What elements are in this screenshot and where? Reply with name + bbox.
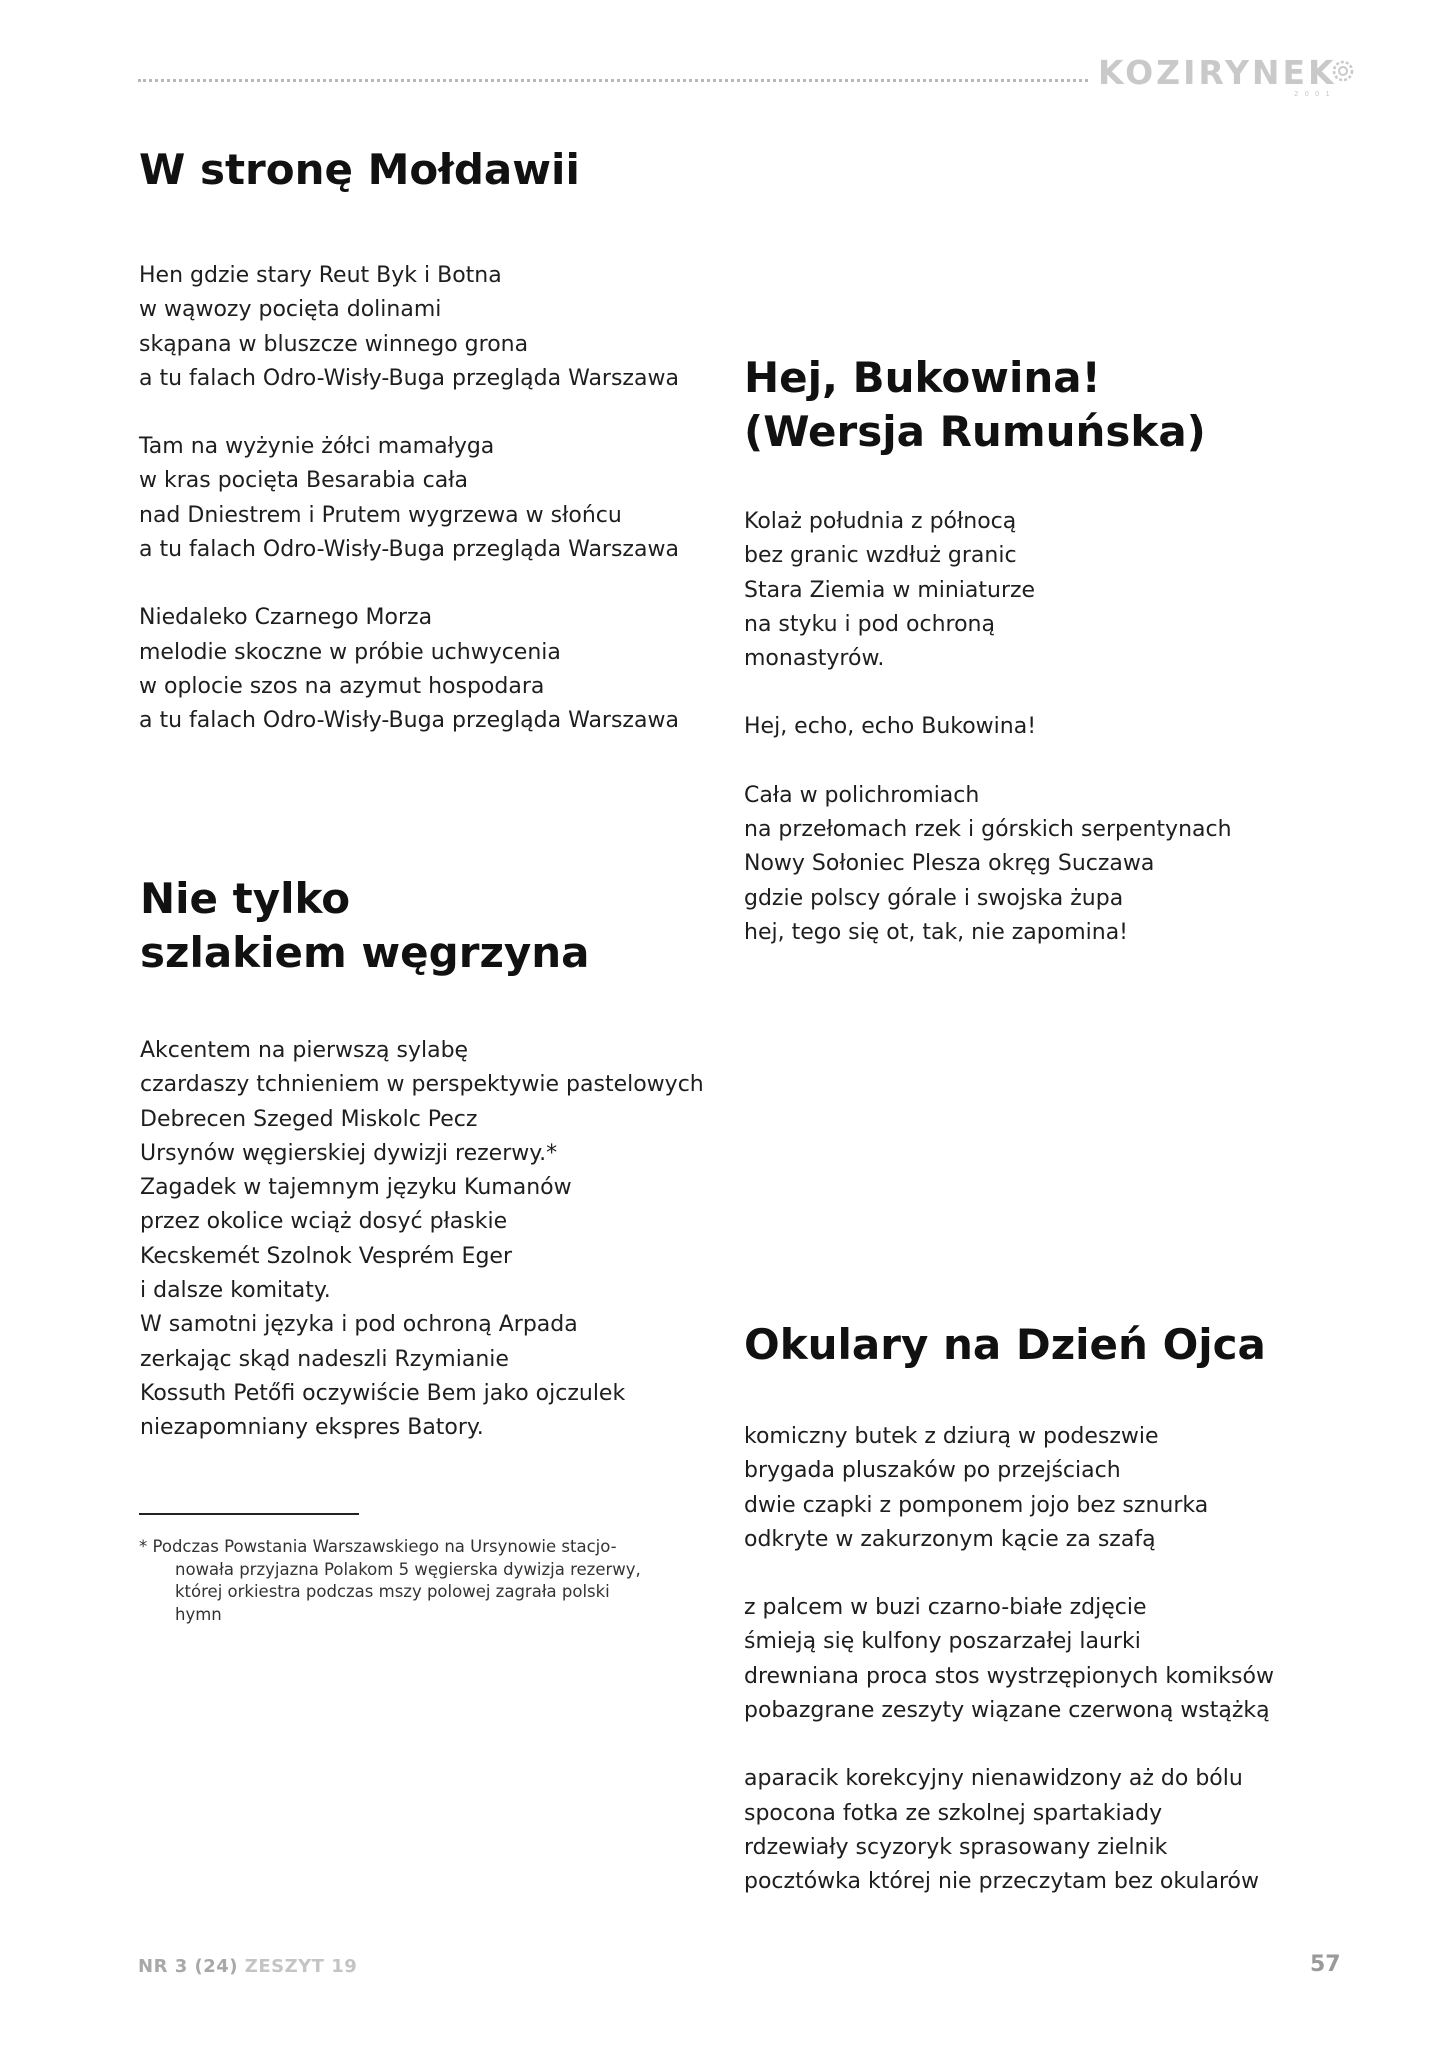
poem-title [744,351,1232,459]
poem-title [744,1318,1274,1372]
verse-line: z palcem w buzi czarno-białe zdjęcie [744,1595,1147,1621]
poem-title-line: Nie tylko [140,874,351,923]
verse-line: Hen gdzie stary Reut Byk i Botna [139,263,502,288]
issue-number: NR 3 (24) [138,1956,238,1977]
verse-line: śmieją się kulfony poszarzałej laurki [744,1629,1141,1655]
poem-title-line: Okulary na Dzień Ojca [744,1320,1266,1369]
stanza [744,505,1232,676]
verse-line: Kecskemét Szolnok Vesprém Eger [140,1243,512,1269]
verse-line: w kras pocięta Besarabia cała [139,468,468,494]
footnote-line: * Podczas Powstania Warszawskiego na Ursynowie stacjo- [139,1537,617,1556]
verse-line: komiczny butek z dziurą w podeszwie [744,1424,1159,1449]
footnote-line: hymn [175,1604,222,1624]
verse-line: drewniana proca stos wystrzępionych komiksów [744,1663,1274,1689]
poem-moldawia [139,143,679,739]
stanza [140,1034,704,1446]
verse-line: monastyrów. [744,646,885,672]
gear-icon [1330,58,1356,84]
verse-line: Akcentem na pierwszą sylabę [140,1038,469,1063]
verse-line: gdzie polscy górale i swojska żupa [744,885,1124,911]
stanza [744,1420,1274,1557]
poem-verses [744,1420,1274,1900]
verse-line: Zagadek w tajemnym języku Kumanów [140,1175,572,1201]
verse-line: a tu falach Odro-Wisły-Buga przegląda Warszawa [139,537,679,563]
verse-line: Nowy Sołoniec Plesza okręg Suczawa [744,851,1155,877]
stanza [139,430,679,567]
verse-line: Ursynów węgierskiej dywizji rezerwy.* [140,1140,558,1166]
verse-line: Kossuth Petőfi oczywiście Bem jako ojczulek [140,1380,626,1406]
poem-wegrzyn [140,872,704,1446]
stanza-gap [744,676,1232,710]
issue-info [138,1956,357,1977]
stanza-gap [139,396,679,430]
verse-line: skąpana w bluszcze winnego grona [139,331,529,357]
verse-line: aparacik korekcyjny nienawidzony aż do bólu [744,1766,1243,1792]
poem-verses [140,1034,704,1446]
verse-line: brygada pluszaków po przejściach [744,1458,1121,1484]
verse-line: a tu falach Odro-Wisły-Buga przegląda Warszawa [139,708,679,734]
stanza-gap [744,1728,1274,1762]
footnote-line: nowała przyjazna Polakom 5 węgierska dywizja rezerwy, [175,1559,641,1579]
poem-title-line: szlakiem węgrzyna [140,928,590,977]
verse-line: a tu falach Odro-Wisły-Buga przegląda Warszawa [139,365,679,391]
verse-line: na styku i pod ochroną [744,611,995,637]
verse-line: Hej, echo, echo Bukowina! [744,714,1037,740]
verse-line: pocztówka której nie przeczytam bez okularów [744,1869,1259,1895]
verse-line: spocona fotka ze szkolnej spartakiady [744,1800,1163,1826]
stanza [744,779,1232,950]
poem-verses [744,505,1232,950]
stanza-gap [744,745,1232,779]
stanza-gap [744,1557,1274,1591]
verse-line: Kolaż południa z północą [744,509,1017,534]
footnote-line: której orkiestra podczas mszy polowej zagrała polski [175,1582,610,1601]
poem-title-line: (Wersja Rumuńska) [744,407,1206,456]
poem-title-line: Hej, Bukowina! [744,353,1101,402]
volume-number: ZESZYT 19 [244,1956,358,1977]
stanza [139,259,679,396]
header-dotted-rule [138,79,1088,82]
stanza-gap [139,567,679,601]
verse-line: Stara Ziemia w miniaturze [744,577,1036,603]
verse-line: i dalsze komitaty. [140,1278,331,1304]
verse-line: hej, tego się ot, tak, nie zapomina! [744,919,1128,945]
footnote-rule [139,1513,359,1515]
verse-line: pobazgrane zeszyty wiązane czerwoną wstążką [744,1698,1270,1724]
verse-line: odkryte w zakurzonym kącie za szafą [744,1526,1156,1552]
verse-line: na przełomach rzek i górskich serpentynach [744,817,1232,843]
verse-line: nad Dniestrem i Prutem wygrzewa w słońcu [139,502,622,528]
verse-line: zerkając skąd nadeszli Rzymianie [140,1346,509,1372]
verse-line: Tam na wyżynie żółci mamałyga [139,434,495,460]
logo-wordmark: KOZIRYNEK [1098,53,1337,92]
poem-verses [139,259,679,739]
verse-line: dwie czapki z pomponem jojo bez sznurka [744,1492,1209,1518]
magazine-logo [1098,52,1358,102]
verse-line: bez granic wzdłuż granic [744,543,1017,569]
stanza [744,1591,1274,1728]
poem-title [139,143,679,197]
verse-line: przez okolice wciąż dosyć płaskie [140,1209,508,1235]
stanza [744,1762,1274,1899]
verse-line: w oplocie szos na azymut hospodara [139,673,545,699]
page-number: 57 [1310,1952,1341,1977]
logo-tagline: 2001 [1294,90,1336,98]
poem-okulary [744,1318,1274,1900]
stanza [139,601,679,738]
verse-line: rdzewiały scyzoryk sprasowany zielnik [744,1834,1168,1860]
verse-line: Debrecen Szeged Miskolc Pecz [140,1106,478,1132]
poem-title [140,872,704,980]
poem-title-line: W stronę Mołdawii [139,145,580,194]
verse-line: melodie skoczne w próbie uchwycenia [139,639,561,665]
verse-line: Cała w polichromiach [744,782,980,808]
stanza [744,710,1232,744]
verse-line: w wąwozy pocięta dolinami [139,297,442,323]
verse-line: niezapomniany ekspres Batory. [140,1415,484,1441]
verse-line: Niedaleko Czarnego Morza [139,605,433,631]
verse-line: W samotni języka i pod ochroną Arpada [140,1312,578,1338]
verse-line: czardaszy tchnieniem w perspektywie pastelowych [140,1072,704,1098]
footnote [139,1536,699,1626]
poem-bukowina [744,351,1232,950]
